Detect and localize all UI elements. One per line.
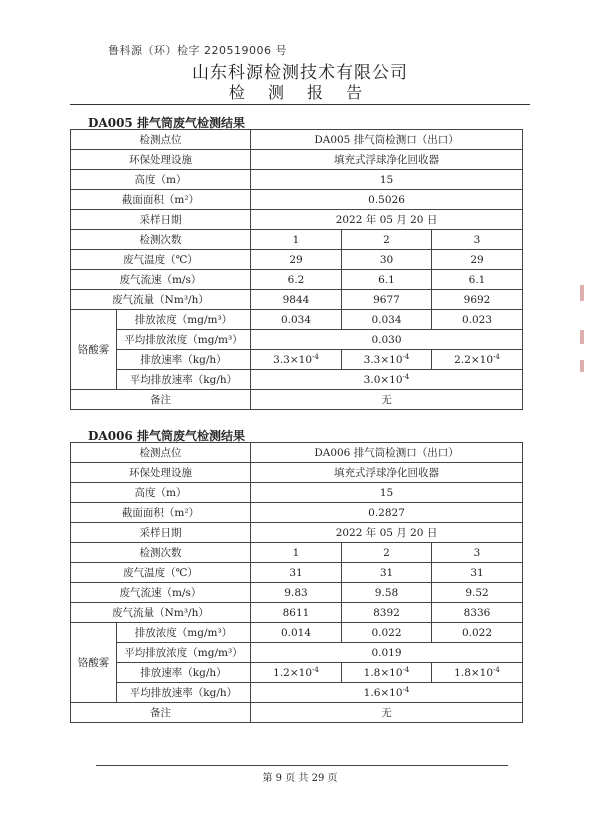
table-cell: 8392 — [342, 603, 432, 623]
rate-base: 3.3×10 — [273, 353, 313, 366]
table-cell: 31 — [342, 563, 432, 583]
rate-exponent: -4 — [493, 665, 500, 674]
table-row — [71, 523, 523, 543]
company-name: 山东科源检测技术有限公司 — [192, 63, 408, 83]
row-label: 截面面积（m²） — [71, 503, 251, 523]
table-row — [71, 443, 523, 463]
table-cell: 9692 — [432, 290, 523, 310]
table-row — [71, 643, 523, 663]
table-cell: 2 — [342, 230, 432, 250]
table-cell: 2 — [342, 543, 432, 563]
table-cell — [342, 350, 432, 370]
table-row — [71, 330, 523, 350]
row-label: 检测点位 — [71, 130, 251, 150]
table-row — [71, 310, 523, 330]
row-label: 采样日期 — [71, 523, 251, 543]
table-cell: 0.034 — [342, 310, 432, 330]
rate-base: 2.2×10 — [454, 353, 494, 366]
table-row — [71, 210, 523, 230]
section-title-da006: DA006 排气筒废气检测结果 — [88, 429, 245, 443]
avg-rate-value — [251, 683, 523, 703]
height-value: 15 — [251, 483, 523, 503]
rate-exponent: -4 — [402, 665, 410, 674]
header-divider — [70, 104, 530, 105]
table-row — [71, 150, 523, 170]
rate-exponent: -4 — [402, 352, 410, 361]
table-row — [71, 623, 523, 643]
table-cell — [432, 350, 523, 370]
table-cell: 0.014 — [251, 623, 342, 643]
rate-base: 1.2×10 — [273, 666, 313, 679]
table-row — [71, 543, 523, 563]
table-cell: 29 — [251, 250, 342, 270]
table-cell — [251, 350, 342, 370]
date-value: 2022 年 05 月 20 日 — [251, 523, 523, 543]
table-cell: 29 — [432, 250, 523, 270]
table-cell — [432, 663, 523, 683]
rate-base: 3.0×10 — [363, 373, 403, 386]
table-row — [71, 463, 523, 483]
row-label: 高度（m） — [71, 483, 251, 503]
footer-divider — [96, 765, 508, 766]
table-cell: 9.83 — [251, 583, 342, 603]
row-label: 废气流速（m/s） — [71, 270, 251, 290]
rate-exponent: -4 — [312, 352, 319, 361]
row-label: 检测次数 — [71, 543, 251, 563]
table-row — [71, 483, 523, 503]
table-cell: 8336 — [432, 603, 523, 623]
seal-edge-mark — [580, 360, 584, 372]
row-label: 检测点位 — [71, 443, 251, 463]
rate-base: 1.6×10 — [363, 686, 403, 699]
avg-conc-value: 0.019 — [251, 643, 523, 663]
results-table-da006 — [70, 442, 523, 723]
row-label: 采样日期 — [71, 210, 251, 230]
table-row — [71, 350, 523, 370]
row-label: 废气流量（Nm³/h） — [71, 290, 251, 310]
row-label: 废气温度（℃） — [71, 250, 251, 270]
table-cell: 6.1 — [432, 270, 523, 290]
table-cell: 0.022 — [432, 623, 523, 643]
row-label: 平均排放速率（kg/h） — [117, 683, 251, 703]
table-cell: 3 — [432, 230, 523, 250]
remark-value: 无 — [251, 390, 523, 410]
table-row — [71, 390, 523, 410]
remark-value: 无 — [251, 703, 523, 723]
avg-rate-value — [251, 370, 523, 390]
seal-edge-mark — [580, 285, 584, 301]
area-value: 0.2827 — [251, 503, 523, 523]
row-label: 排放速率（kg/h） — [117, 663, 251, 683]
section-title-da005: DA005 排气筒废气检测结果 — [88, 116, 245, 130]
table-cell: 0.022 — [342, 623, 432, 643]
row-label: 平均排放浓度（mg/m³） — [117, 643, 251, 663]
table-cell: 0.023 — [432, 310, 523, 330]
rate-base: 1.8×10 — [454, 666, 494, 679]
date-value: 2022 年 05 月 20 日 — [251, 210, 523, 230]
rate-base: 1.8×10 — [363, 666, 403, 679]
table-row — [71, 130, 523, 150]
rate-base: 3.3×10 — [363, 353, 403, 366]
area-value: 0.5026 — [251, 190, 523, 210]
row-label: 备注 — [71, 390, 251, 410]
report-code: 鲁科源（环）检字 220519006 号 — [108, 44, 287, 57]
table-cell: 30 — [342, 250, 432, 270]
pollutant-label: 铬酸雾 — [71, 310, 117, 390]
row-label: 环保处理设施 — [71, 150, 251, 170]
row-label: 平均排放浓度（mg/m³） — [117, 330, 251, 350]
row-label: 废气流量（Nm³/h） — [71, 603, 251, 623]
table-row — [71, 663, 523, 683]
table-cell: 6.1 — [342, 270, 432, 290]
table-cell — [342, 663, 432, 683]
rate-exponent: -4 — [312, 665, 319, 674]
table-cell: 1 — [251, 230, 342, 250]
table-row — [71, 270, 523, 290]
row-label: 平均排放速率（kg/h） — [117, 370, 251, 390]
table-cell: 3 — [432, 543, 523, 563]
row-label: 排放浓度（mg/m³） — [117, 623, 251, 643]
rate-exponent: -4 — [402, 685, 410, 694]
table-cell: 31 — [251, 563, 342, 583]
table-cell: 9677 — [342, 290, 432, 310]
table-row — [71, 230, 523, 250]
point-value: DA005 排气筒检测口（出口） — [251, 130, 523, 150]
page-number: 第 9 页 共 29 页 — [262, 773, 338, 784]
pollutant-label: 铬酸雾 — [71, 623, 117, 703]
table-cell: 6.2 — [251, 270, 342, 290]
row-label: 检测次数 — [71, 230, 251, 250]
results-table-da005 — [70, 129, 523, 410]
table-row — [71, 703, 523, 723]
height-value: 15 — [251, 170, 523, 190]
table-cell — [251, 663, 342, 683]
point-value: DA006 排气筒检测口（出口） — [251, 443, 523, 463]
table-cell: 9.52 — [432, 583, 523, 603]
rate-exponent: -4 — [493, 352, 500, 361]
table-cell: 9.58 — [342, 583, 432, 603]
table-row — [71, 603, 523, 623]
table-row — [71, 583, 523, 603]
row-label: 废气流速（m/s） — [71, 583, 251, 603]
row-label: 排放浓度（mg/m³） — [117, 310, 251, 330]
row-label: 高度（m） — [71, 170, 251, 190]
table-cell: 0.034 — [251, 310, 342, 330]
row-label: 环保处理设施 — [71, 463, 251, 483]
table-cell: 9844 — [251, 290, 342, 310]
seal-edge-mark — [580, 330, 584, 344]
table-row — [71, 370, 523, 390]
table-row — [71, 290, 523, 310]
table-cell: 1 — [251, 543, 342, 563]
facility-value: 填充式浮球净化回收器 — [251, 463, 523, 483]
table-row — [71, 250, 523, 270]
row-label: 截面面积（m²） — [71, 190, 251, 210]
table-row — [71, 503, 523, 523]
facility-value: 填充式浮球净化回收器 — [251, 150, 523, 170]
avg-conc-value: 0.030 — [251, 330, 523, 350]
document-title: 检 测 报 告 — [228, 83, 372, 102]
table-cell: 8611 — [251, 603, 342, 623]
table-row — [71, 683, 523, 703]
rate-exponent: -4 — [402, 372, 410, 381]
row-label: 废气温度（℃） — [71, 563, 251, 583]
table-cell: 31 — [432, 563, 523, 583]
row-label: 备注 — [71, 703, 251, 723]
table-row — [71, 170, 523, 190]
row-label: 排放速率（kg/h） — [117, 350, 251, 370]
table-row — [71, 190, 523, 210]
table-row — [71, 563, 523, 583]
